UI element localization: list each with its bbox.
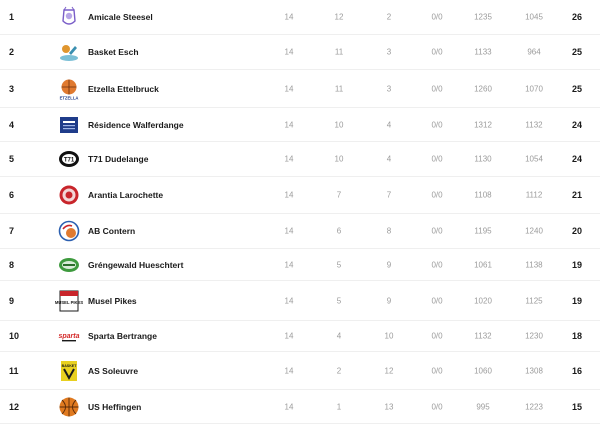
games-played: 14	[284, 296, 294, 305]
rank: 8	[9, 259, 15, 270]
table-row	[0, 352, 600, 390]
table-row	[0, 142, 600, 177]
wins: 5	[336, 296, 342, 305]
table-row	[0, 321, 600, 352]
t71-dudelange-logo	[58, 148, 80, 170]
team-name[interactable]: AS Soleuvre	[88, 365, 139, 376]
games-played: 14	[284, 260, 294, 269]
rank: 7	[9, 226, 15, 236]
points: 16	[571, 365, 582, 376]
table-row	[0, 0, 600, 35]
points: 15	[571, 401, 582, 412]
arantia-larochette-logo	[58, 184, 80, 206]
table-row	[0, 249, 600, 281]
games-played: 14	[284, 190, 294, 200]
table-row	[0, 281, 600, 321]
points-against: 1045	[525, 12, 543, 22]
points: 24	[571, 119, 582, 130]
losses: 3	[386, 84, 392, 93]
rank: 5	[9, 154, 15, 164]
etzella-ettelbruck-logo	[58, 78, 80, 100]
team-name[interactable]: Amicale Steesel	[88, 12, 153, 22]
forfeits: 0/0	[431, 296, 443, 305]
forfeits: 0/0	[431, 84, 443, 93]
points-for: 1312	[474, 120, 492, 129]
team-name[interactable]: Sparta Bertrange	[88, 331, 157, 341]
losses: 4	[386, 154, 392, 164]
games-played: 14	[284, 331, 294, 341]
forfeits: 0/0	[431, 366, 443, 375]
rank: 6	[9, 190, 15, 200]
points: 18	[571, 331, 582, 341]
wins: 5	[336, 260, 342, 269]
games-played: 14	[284, 12, 294, 22]
rank: 10	[9, 331, 20, 341]
forfeits: 0/0	[431, 331, 443, 341]
forfeits: 0/0	[431, 260, 443, 269]
forfeits: 0/0	[431, 226, 443, 236]
games-played: 14	[284, 366, 294, 375]
table-row	[0, 177, 600, 214]
points: 25	[571, 83, 582, 94]
etzella-logo-text: ETZELLA	[59, 95, 79, 100]
team-name[interactable]: T71 Dudelange	[88, 154, 149, 164]
games-played: 14	[284, 226, 294, 236]
team-name[interactable]: US Heffingen	[88, 401, 142, 412]
wins: 6	[336, 226, 342, 236]
as-soleuvre-logo	[58, 360, 80, 382]
points-for: 1108	[474, 190, 492, 200]
points-for: 1020	[474, 296, 492, 305]
soleuvre-logo-text: BASKET	[61, 363, 77, 368]
rank: 11	[9, 365, 19, 376]
points-against: 1125	[525, 296, 543, 305]
team-name[interactable]: Résidence Walferdange	[88, 119, 184, 130]
points: 26	[571, 12, 582, 22]
points-for: 1132	[474, 331, 492, 341]
points: 19	[571, 295, 582, 306]
points-for: 1060	[474, 366, 492, 375]
forfeits: 0/0	[431, 12, 443, 22]
points-against: 1054	[525, 154, 543, 164]
table-row	[0, 70, 600, 108]
musel-pikes-logo-text: MUSEL PIKES	[54, 299, 84, 305]
rank: 9	[9, 295, 15, 306]
wins: 12	[334, 12, 344, 22]
points-against: 1230	[525, 331, 543, 341]
table-row	[0, 214, 600, 249]
points: 20	[571, 226, 582, 236]
games-played: 14	[284, 120, 294, 129]
points-for: 1133	[474, 47, 492, 57]
points-against: 1223	[525, 402, 543, 411]
points-for: 1061	[474, 260, 492, 269]
team-name[interactable]: Arantia Larochette	[88, 190, 164, 200]
points-against: 1308	[525, 366, 543, 375]
basket-esch-logo	[58, 41, 80, 63]
table-row	[0, 108, 600, 142]
wins: 2	[336, 366, 342, 375]
table-row	[0, 35, 600, 70]
games-played: 14	[284, 154, 294, 164]
ab-contern-logo	[58, 220, 80, 242]
table-row	[0, 390, 600, 424]
us-heffingen-logo	[58, 396, 80, 418]
team-name[interactable]: Etzella Ettelbruck	[88, 83, 159, 94]
points-for: 1195	[474, 226, 492, 236]
forfeits: 0/0	[431, 402, 443, 411]
points-against: 1070	[525, 84, 543, 93]
amicale-steesel-logo	[58, 6, 80, 28]
wins: 10	[334, 154, 344, 164]
wins: 4	[336, 331, 342, 341]
points-for: 995	[476, 402, 490, 411]
points-against: 1112	[525, 190, 543, 200]
residence-walferdange-logo	[58, 114, 80, 136]
points-for: 1235	[474, 12, 492, 22]
losses: 12	[384, 366, 394, 375]
rank: 2	[9, 47, 15, 57]
points: 21	[571, 190, 582, 200]
musel-pikes-logo	[54, 290, 84, 312]
grengewald-hueschtert-logo	[58, 254, 80, 276]
rank: 1	[9, 12, 15, 22]
losses: 8	[386, 226, 392, 236]
sparta-bertrange-logo	[58, 325, 80, 347]
rank: 3	[9, 83, 15, 94]
points-against: 1138	[525, 260, 543, 269]
losses: 4	[386, 120, 392, 129]
losses: 9	[386, 260, 392, 269]
wins: 1	[336, 402, 342, 411]
points-against: 964	[527, 47, 541, 57]
forfeits: 0/0	[431, 120, 443, 129]
rank: 12	[9, 401, 20, 412]
forfeits: 0/0	[431, 190, 443, 200]
forfeits: 0/0	[431, 47, 443, 57]
losses: 9	[386, 296, 392, 305]
sparta-logo-text: sparta	[58, 333, 80, 340]
points-against: 1240	[525, 226, 543, 236]
rank: 4	[9, 119, 15, 130]
losses: 10	[384, 331, 394, 341]
losses: 3	[386, 47, 392, 57]
wins: 10	[334, 120, 344, 129]
losses: 7	[386, 190, 392, 200]
team-name[interactable]: Basket Esch	[88, 47, 139, 57]
points: 19	[571, 259, 582, 270]
points-for: 1260	[474, 84, 492, 93]
points: 24	[571, 154, 582, 164]
points-for: 1130	[474, 154, 492, 164]
team-name[interactable]: Musel Pikes	[88, 295, 137, 306]
t71-logo-text: T71	[63, 157, 75, 164]
games-played: 14	[284, 84, 294, 93]
points-against: 1132	[525, 120, 543, 129]
forfeits: 0/0	[431, 154, 443, 164]
losses: 2	[386, 12, 392, 22]
wins: 7	[336, 190, 342, 200]
points: 25	[571, 47, 582, 57]
team-name[interactable]: Gréngewald Hueschtert	[88, 259, 184, 270]
losses: 13	[384, 402, 394, 411]
games-played: 14	[284, 402, 294, 411]
team-name[interactable]: AB Contern	[88, 226, 136, 236]
games-played: 14	[284, 47, 294, 57]
wins: 11	[334, 84, 344, 93]
wins: 11	[334, 47, 344, 57]
